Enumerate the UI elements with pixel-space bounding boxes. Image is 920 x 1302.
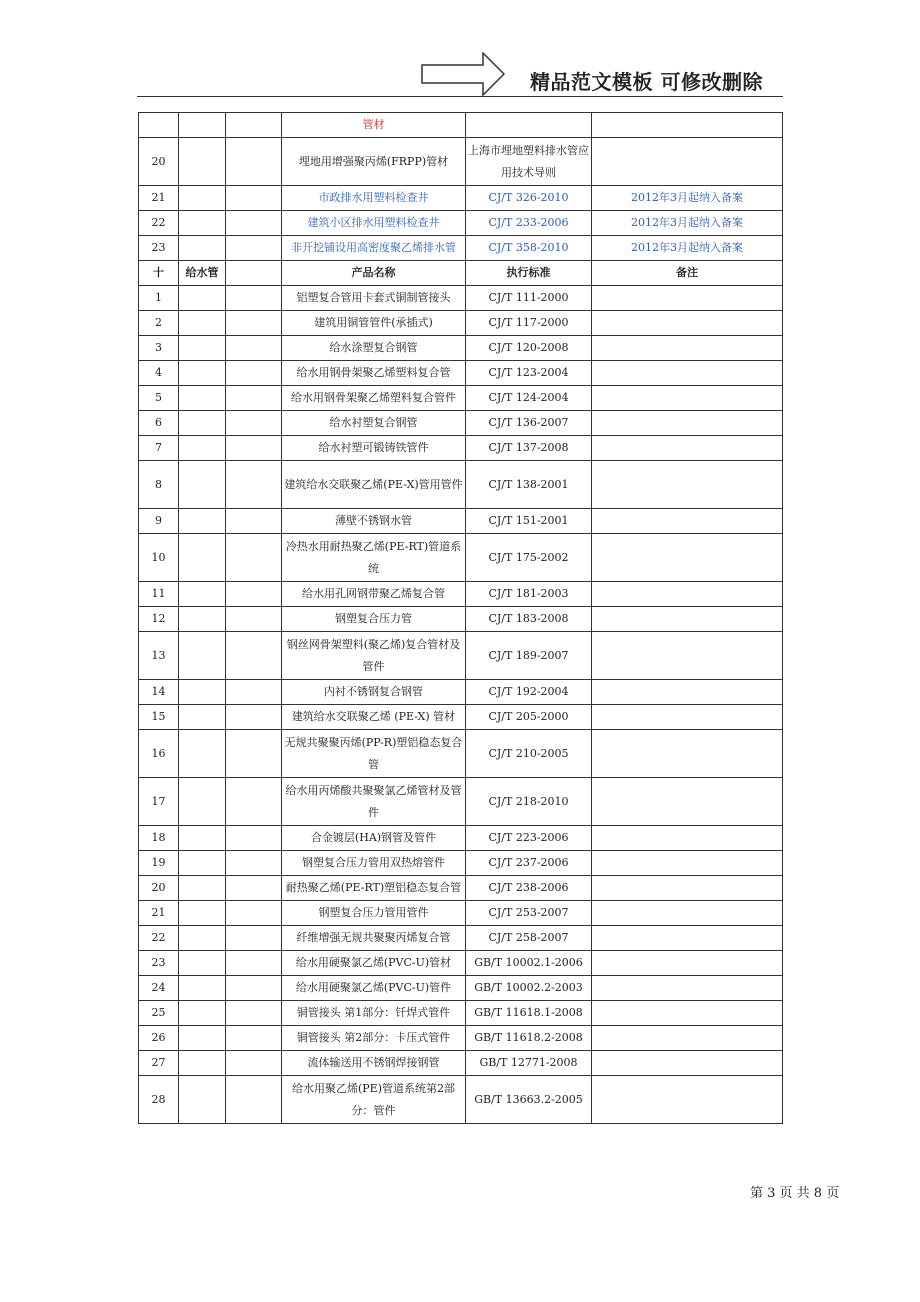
category-cell — [179, 951, 226, 976]
sub-category-cell — [226, 286, 282, 311]
product-name: 给水用孔网钢带聚乙烯复合管 — [282, 582, 466, 607]
row-number: 27 — [139, 1051, 179, 1076]
product-name: 薄壁不锈钢水管 — [282, 509, 466, 534]
product-name: 铝塑复合管用卡套式铜制管接头 — [282, 286, 466, 311]
product-name: 非开挖铺设用高密度聚乙烯排水管 — [282, 236, 466, 261]
standard: GB/T 10002.1-2006 — [466, 951, 592, 976]
standard: CJ/T 183-2008 — [466, 607, 592, 632]
product-name: 给水用聚乙烯(PE)管道系统第2部分：管件 — [282, 1076, 466, 1124]
row-number: 16 — [139, 730, 179, 778]
note: 2012年3月起纳入备案 — [592, 236, 783, 261]
standard: CJ/T 233-2006 — [466, 211, 592, 236]
row-number: 21 — [139, 901, 179, 926]
product-name: 内衬不锈钢复合钢管 — [282, 680, 466, 705]
table-row — [139, 607, 783, 632]
column-header-name: 产品名称 — [282, 261, 466, 286]
sub-category-cell — [226, 509, 282, 534]
standard: GB/T 11618.1-2008 — [466, 1001, 592, 1026]
sub-category-cell — [226, 730, 282, 778]
product-name: 给水涂塑复合钢管 — [282, 336, 466, 361]
sub-category-cell — [226, 436, 282, 461]
standard: CJ/T 175-2002 — [466, 534, 592, 582]
row-number: 6 — [139, 411, 179, 436]
sub-category-cell — [226, 826, 282, 851]
product-name: 建筑给水交联聚乙烯 (PE-X) 管材 — [282, 705, 466, 730]
product-name: 流体输送用不锈钢焊接钢管 — [282, 1051, 466, 1076]
row-number: 9 — [139, 509, 179, 534]
table-row — [139, 926, 783, 951]
note — [592, 926, 783, 951]
note — [592, 1051, 783, 1076]
sub-category-cell — [226, 261, 282, 286]
table-row — [139, 582, 783, 607]
table-row — [139, 1001, 783, 1026]
sub-category-cell — [226, 461, 282, 509]
note — [592, 876, 783, 901]
product-name: 钢丝网骨架塑料(聚乙烯)复合管材及管件 — [282, 632, 466, 680]
row-number: 19 — [139, 851, 179, 876]
category-cell — [179, 1051, 226, 1076]
standard: CJ/T 238-2006 — [466, 876, 592, 901]
table-row — [139, 778, 783, 826]
note — [592, 509, 783, 534]
table-row — [139, 534, 783, 582]
row-number: 28 — [139, 1076, 179, 1124]
category-cell — [179, 236, 226, 261]
category-cell — [179, 1076, 226, 1124]
sub-category-cell — [226, 411, 282, 436]
category-cell — [179, 211, 226, 236]
note — [592, 336, 783, 361]
sub-category-cell — [226, 778, 282, 826]
sub-category-cell — [226, 607, 282, 632]
table-row — [139, 113, 783, 138]
note — [592, 138, 783, 186]
standard: 上海市埋地塑料排水管应用技术导则 — [466, 138, 592, 186]
header-title: 精品范文模板 可修改删除 — [530, 70, 763, 94]
table-row — [139, 436, 783, 461]
category-cell — [179, 705, 226, 730]
row-number: 13 — [139, 632, 179, 680]
table-row — [139, 876, 783, 901]
standard: CJ/T 189-2007 — [466, 632, 592, 680]
standard: CJ/T 237-2006 — [466, 851, 592, 876]
category-cell — [179, 901, 226, 926]
table-row — [139, 1051, 783, 1076]
category-cell — [179, 286, 226, 311]
note — [592, 705, 783, 730]
sub-category-cell — [226, 1051, 282, 1076]
standard: CJ/T 218-2010 — [466, 778, 592, 826]
product-name: 市政排水用塑料检查井 — [282, 186, 466, 211]
category-cell — [179, 632, 226, 680]
note: 2012年3月起纳入备案 — [592, 211, 783, 236]
category-cell — [179, 778, 226, 826]
sub-category-cell — [226, 336, 282, 361]
table-row — [139, 851, 783, 876]
product-name: 钢塑复合压力管 — [282, 607, 466, 632]
note — [592, 851, 783, 876]
standard: CJ/T 210-2005 — [466, 730, 592, 778]
note — [592, 286, 783, 311]
section-number: 十 — [139, 261, 179, 286]
note — [592, 1076, 783, 1124]
row-number: 8 — [139, 461, 179, 509]
row-number: 5 — [139, 386, 179, 411]
table-row — [139, 951, 783, 976]
standard: CJ/T 123-2004 — [466, 361, 592, 386]
category-cell — [179, 386, 226, 411]
product-name: 给水衬塑复合钢管 — [282, 411, 466, 436]
note — [592, 582, 783, 607]
header-arrow-icon — [421, 52, 505, 96]
row-number: 15 — [139, 705, 179, 730]
standard: CJ/T 358-2010 — [466, 236, 592, 261]
sub-category-cell — [226, 311, 282, 336]
note — [592, 411, 783, 436]
note — [592, 311, 783, 336]
category-cell — [179, 461, 226, 509]
table-row — [139, 1076, 783, 1124]
sub-category-cell — [226, 976, 282, 1001]
product-name: 建筑用铜管管件(承插式) — [282, 311, 466, 336]
product-name: 耐热聚乙烯(PE-RT)塑铝稳态复合管 — [282, 876, 466, 901]
note — [592, 826, 783, 851]
note — [592, 680, 783, 705]
table-row — [139, 311, 783, 336]
category-cell — [179, 534, 226, 582]
section-header-row — [139, 261, 783, 286]
product-name: 无规共聚聚丙烯(PP-R)塑铝稳态复合管 — [282, 730, 466, 778]
category-cell — [179, 1001, 226, 1026]
table-row — [139, 901, 783, 926]
note — [592, 461, 783, 509]
row-number: 23 — [139, 951, 179, 976]
table-row — [139, 186, 783, 211]
product-name: 铜管接头 第2部分：卡压式管件 — [282, 1026, 466, 1051]
standard: CJ/T 136-2007 — [466, 411, 592, 436]
note — [592, 632, 783, 680]
note — [592, 1001, 783, 1026]
table-row — [139, 730, 783, 778]
table-row — [139, 386, 783, 411]
note — [592, 113, 783, 138]
row-number: 12 — [139, 607, 179, 632]
row-number: 20 — [139, 876, 179, 901]
product-name: 建筑给水交联聚乙烯(PE-X)管用管件 — [282, 461, 466, 509]
sub-category-cell — [226, 901, 282, 926]
note — [592, 607, 783, 632]
standard: CJ/T 253-2007 — [466, 901, 592, 926]
category-cell — [179, 436, 226, 461]
row-number: 21 — [139, 186, 179, 211]
category-cell — [179, 113, 226, 138]
standard — [466, 113, 592, 138]
product-name: 钢塑复合压力管用管件 — [282, 901, 466, 926]
row-number: 4 — [139, 361, 179, 386]
product-name: 给水用硬聚氯乙烯(PVC-U)管件 — [282, 976, 466, 1001]
note — [592, 534, 783, 582]
sub-category-cell — [226, 186, 282, 211]
category-cell — [179, 336, 226, 361]
product-name: 合金镀层(HA)钢管及管件 — [282, 826, 466, 851]
category-cell — [179, 361, 226, 386]
sub-category-cell — [226, 211, 282, 236]
product-name: 给水用钢骨架聚乙烯塑料复合管 — [282, 361, 466, 386]
row-number: 11 — [139, 582, 179, 607]
standard: GB/T 12771-2008 — [466, 1051, 592, 1076]
note — [592, 778, 783, 826]
product-name: 纤维增强无规共聚聚丙烯复合管 — [282, 926, 466, 951]
standard: CJ/T 124-2004 — [466, 386, 592, 411]
category-cell — [179, 826, 226, 851]
table-row — [139, 1026, 783, 1051]
standard: CJ/T 258-2007 — [466, 926, 592, 951]
product-name: 管材 — [282, 113, 466, 138]
standard: GB/T 13663.2-2005 — [466, 1076, 592, 1124]
standards-table — [138, 112, 783, 1124]
category-cell — [179, 876, 226, 901]
table-row — [139, 826, 783, 851]
note — [592, 951, 783, 976]
sub-category-cell — [226, 632, 282, 680]
note — [592, 386, 783, 411]
category-cell — [179, 186, 226, 211]
table-row — [139, 705, 783, 730]
sub-category-cell — [226, 1001, 282, 1026]
product-name: 铜管接头 第1部分：钎焊式管件 — [282, 1001, 466, 1026]
note — [592, 436, 783, 461]
column-header-note: 备注 — [592, 261, 783, 286]
row-number: 14 — [139, 680, 179, 705]
product-name: 给水用硬聚氯乙烯(PVC-U)管材 — [282, 951, 466, 976]
header-divider — [137, 96, 783, 97]
standard: CJ/T 117-2000 — [466, 311, 592, 336]
table-row — [139, 361, 783, 386]
sub-category-cell — [226, 1076, 282, 1124]
standard: CJ/T 181-2003 — [466, 582, 592, 607]
note — [592, 730, 783, 778]
standard: CJ/T 137-2008 — [466, 436, 592, 461]
page-footer: 第 3 页 共 8 页 — [750, 1186, 840, 1201]
table-row — [139, 976, 783, 1001]
product-name: 给水衬塑可锻铸铁管件 — [282, 436, 466, 461]
product-name: 给水用丙烯酸共聚聚氯乙烯管材及管件 — [282, 778, 466, 826]
note — [592, 901, 783, 926]
sub-category-cell — [226, 705, 282, 730]
row-number: 24 — [139, 976, 179, 1001]
sub-category-cell — [226, 876, 282, 901]
product-name: 冷热水用耐热聚乙烯(PE-RT)管道系统 — [282, 534, 466, 582]
note — [592, 1026, 783, 1051]
product-name: 埋地用增强聚丙烯(FRPP)管材 — [282, 138, 466, 186]
category-cell — [179, 411, 226, 436]
category-cell — [179, 851, 226, 876]
note — [592, 361, 783, 386]
sub-category-cell — [226, 1026, 282, 1051]
standard: CJ/T 205-2000 — [466, 705, 592, 730]
table-row — [139, 211, 783, 236]
row-number: 22 — [139, 926, 179, 951]
sub-category-cell — [226, 851, 282, 876]
standard: CJ/T 151-2001 — [466, 509, 592, 534]
sub-category-cell — [226, 138, 282, 186]
row-number: 25 — [139, 1001, 179, 1026]
row-number: 20 — [139, 138, 179, 186]
standard: CJ/T 223-2006 — [466, 826, 592, 851]
sub-category-cell — [226, 386, 282, 411]
row-number: 22 — [139, 211, 179, 236]
category-cell — [179, 607, 226, 632]
table-row — [139, 236, 783, 261]
standard: CJ/T 120-2008 — [466, 336, 592, 361]
table-row — [139, 509, 783, 534]
category-cell — [179, 509, 226, 534]
row-number — [139, 113, 179, 138]
product-name: 钢塑复合压力管用双热熔管件 — [282, 851, 466, 876]
product-name: 建筑小区排水用塑料检查井 — [282, 211, 466, 236]
category-cell — [179, 926, 226, 951]
row-number: 10 — [139, 534, 179, 582]
category-cell — [179, 138, 226, 186]
standard: CJ/T 192-2004 — [466, 680, 592, 705]
sub-category-cell — [226, 582, 282, 607]
standard: CJ/T 138-2001 — [466, 461, 592, 509]
row-number: 23 — [139, 236, 179, 261]
row-number: 3 — [139, 336, 179, 361]
table-row — [139, 632, 783, 680]
product-name: 给水用钢骨架聚乙烯塑料复合管件 — [282, 386, 466, 411]
category-cell — [179, 680, 226, 705]
standard: CJ/T 326-2010 — [466, 186, 592, 211]
category-cell — [179, 582, 226, 607]
row-number: 2 — [139, 311, 179, 336]
section-category: 给水管 — [179, 261, 226, 286]
standard: CJ/T 111-2000 — [466, 286, 592, 311]
sub-category-cell — [226, 926, 282, 951]
category-cell — [179, 976, 226, 1001]
row-number: 7 — [139, 436, 179, 461]
sub-category-cell — [226, 951, 282, 976]
note: 2012年3月起纳入备案 — [592, 186, 783, 211]
row-number: 17 — [139, 778, 179, 826]
table-row — [139, 461, 783, 509]
category-cell — [179, 1026, 226, 1051]
sub-category-cell — [226, 113, 282, 138]
sub-category-cell — [226, 534, 282, 582]
row-number: 26 — [139, 1026, 179, 1051]
standard: GB/T 10002.2-2003 — [466, 976, 592, 1001]
category-cell — [179, 730, 226, 778]
note — [592, 976, 783, 1001]
table-row — [139, 138, 783, 186]
sub-category-cell — [226, 361, 282, 386]
column-header-standard: 执行标准 — [466, 261, 592, 286]
sub-category-cell — [226, 236, 282, 261]
table-row — [139, 336, 783, 361]
sub-category-cell — [226, 680, 282, 705]
standard: GB/T 11618.2-2008 — [466, 1026, 592, 1051]
table-row — [139, 286, 783, 311]
row-number: 1 — [139, 286, 179, 311]
category-cell — [179, 311, 226, 336]
row-number: 18 — [139, 826, 179, 851]
table-row — [139, 680, 783, 705]
table-row — [139, 411, 783, 436]
